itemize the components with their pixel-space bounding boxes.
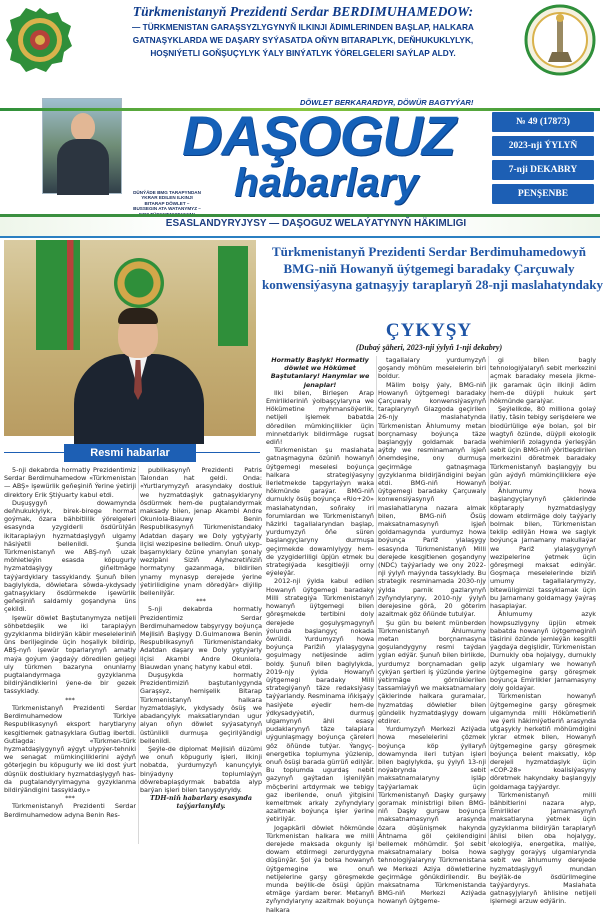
paragraph: Ählumumy howa başlangyçlarynyň çäklerinde köptaraply hyzmatdaşlygy dowam etdirmäge doly taýýarly bolmak bilen, Türkmenistan teklip edilýän Howa we saglyk boýunça Jarnamany makullaýar we Pariž ylalaşygynyň wezipelerine ýetmek üçin göreşmegi maksat edinýär. Goşmaça meselelerinde biziň umumy tagallalarymyzy, bitewüligimizi tassyklamak üçin bu Jarnamany goldamagy ýaýraş hasaplaýar. <box>490 487 596 611</box>
slogan-line: — TÜRKMENISTAN GARAŞSYZLYGYNYŇ ILKINJI ÄDIMLERINDEN BAŞLAP, HALKARA <box>132 22 474 32</box>
column-divider <box>138 466 139 844</box>
flag <box>218 246 248 346</box>
president-portrait <box>4 240 256 436</box>
paragraph: Türkmenistanyň Prezidenti Serdar Berdimuhamedow Türkiye Respublikasynyň eksport harytlaryny kesgitlemek gatnaşyklara Gutlag ibertdi. Gutlagda: «Türkmen-türk hyzmatdaşlygynyň aýgyt ulypýer-tehniki we senagat mümkinçiliklerini aýdyň göterjegin bu köpugurly we iki dost ýurt düşnük dostluklary hyzmatdaşlygyň has-da pugtalandyrylmagyna gyzyklanma bildirýändigini tassyklady.» <box>4 703 136 794</box>
paragraph: Yurdumyzyň Merkezi Aziýada howa meselelerini çözmek boýunça köp ýyllaryň dowamynda ileri tutýan işleri bilen baglylykda, şu ýylyň 13-nji noýabrynda sebit maksatnamalaryny işläp taýýarlamak üçin Türkmenistanyň Daşky gurşawy goramak ministrligi bilen BMG-niň Daşky gurşaw boýunça maksatnamasynyň arasynda özara düşünişmek hakynda Ähtnama göl çekilendigini bellemek möhümdir. Şol sebit maksatnamalary bolsa howa tehnologiýalaryny Türkmenistana we Merkezi Aziýa döwletlerine geçirmäge gönükdirilendir. Bu maksatnama Türkmenistanda BMG-niň Merkezi Aziýada howanyň üýtgeme- <box>378 725 486 906</box>
national-emblem-icon <box>6 6 74 74</box>
neutrality-monument-icon <box>524 4 596 76</box>
masthead <box>0 0 600 96</box>
paragraph: Duşuşykda hormatly Prezidentimiziň baştutanlygynda Garaşsyz, hemişelik Bitarap Türkmenistanyň halkara hyzmatdaşlyk, ykdysady ösüş we abadançylyk maksatlaryndan ugur alyan oňyn döwlet syýasatynyň üstünlikli durmuşa geçirilýändigi bellenildi. <box>140 671 262 745</box>
speech-column-3 <box>490 356 596 906</box>
paragraph: 5-nji dekabrda hormatly Prezidentimiz Serdar Berdimuhamedow tabşyrygy boýunça Mejlisiň Başlygy D.Gulmanowa Benin Respublikasynyň Türkmenistandaky Adatdan daşary we Doly ygtyýarly ilçisi Akambi Andre Okunlola-Biauwdan ynanç hatyny kabul etdi. <box>140 605 262 671</box>
section-separator: *** <box>65 695 75 704</box>
paragraph: Türkmenistanyň milli bähbitlerini nazara alyp, Emirlikler Jarnamasynyň maksatlaryna ýetmek üçin gyzyklanma bildirýän taraplaryň ählisi bilen oba hojalygy, ekologiýa, energetika, maliýe, saglygy goraýyş ulgamlarynda sebit we ählumumy derejede hyzmatdaşlygyň mundan beýläk-de ösdürilmegine taýýardyrys. Maslahata gatnaşyjylaryň ählisine netijeli işlemegi arzuw edýärin. <box>490 790 596 906</box>
section-separator: *** <box>65 794 75 803</box>
column-divider <box>376 356 377 844</box>
paragraph: 5-nji dekabrda hormatly Prezidentimiz Serdar Berdimuhamedow «Türkmenistan — ABŞ» işewürlik geňeşiniň Ýerine ýetiriji direktory Erik Ştiýuarty kabul etdi. <box>4 466 136 499</box>
paragraph: Ählumumy azyk howpsuzlygyny üpjün etmek babatda howanyň üýtgemeginiň täsirini özünde jemleýän kesgitli ýagdaýa degişlidir, Türkmenistan Durnukly oba hojalygy, durnukly azyk ulgamlary we howanyň üýtgemegine garşy göreşmek boýunça Emirlikler Jarnamasyny doly goldaýar. <box>490 610 596 693</box>
newspaper-logo-title: DAŞOGUZ <box>182 104 455 167</box>
paragraph: Ilki bilen, Birleşen Arap Emirlikleriniň ýolbaşçylaryna we Hökümetine myhmansöýerlik, netijeli işlemek babatda döredilen mümkinçilikler üçin minnetdarlyk bildirmäge rugsat ediň! <box>266 388 374 447</box>
president-quote-title: Türkmenistanyň Prezidenti Serdar BERDIMUHAMEDOW: <box>132 4 474 19</box>
section-label: Resmi habarlar <box>64 444 196 462</box>
issue-number: № 49 (17873) <box>492 112 594 132</box>
newspaper-logo-subtitle: habarlary <box>234 161 419 205</box>
paragraph: Duşuşygyň dowamynda deňhukuklylyk, birek-birege hormat goýmak, özara bähbitlilik ýörelgeleri esasynda yzygiderli ösdürülýän ikitaraplaýyn hyzmatdaşlygyň ulgamy häsiýetli bellenildi. Şunda Türkmenistanyň we ABŞ-nyň uzak möhletleýin esasda köpugurly hyzmatdaşlygy giňeltmäge taýýardyklary tassyklandy. Şunuň bilen baglylykda, döwletara söwda-ykdysady gatnaşyklary ösdürmekde işewürlik geňeşiniň saldamly goşandyna üns çekildi. <box>4 498 136 614</box>
issue-year: 2023-nji ÝYLYŇ <box>492 136 594 156</box>
column-divider <box>488 356 489 844</box>
slogan-line: HOŞNIÝETLI GOŇŞUÇYLYK ÝALY BINÝATLYK ÝÖRELGELERI SAÝLAP ALDY. <box>150 48 456 58</box>
issue-info <box>492 112 594 212</box>
issue-weekday: PENŞENBE <box>492 184 594 204</box>
section-separator: *** <box>196 597 206 606</box>
paragraph: Türkmenistan howanyň üýtgemegine garşy göreşmek ulgamynda milli Hökümetleriň we ýerli häkimiýetleriň arasynda utgaşykly herketiň möhümdigini ykrar etmek bilen, Howanyň üýtgemegine garşy göreşmek boýunça belent maksatly, köp derejeli hyzmatdaşlyk üçin «COP-28» koalisiýasyny döretmek hakyndaky başlangyjy goldamaga taýýardyr. <box>490 692 596 791</box>
neutrality-caption: DÜNÝÄDE BMG TARAPYNDAN YKRAR EDILEN ILKINJI BITARAP DÖWLET – BUSSEGIN ATA WATANYMYZ – <box>133 190 201 212</box>
paragraph: publikasynyň Prezidenti Patris Talondan hat geldi. Onda: «Yurtlarymyzyň arasyndaky dostluk we hyzmatdaşlyk gatnaşyklaryny ösdürmek hem-de pugtalandyrmak maksady bilen, jenap Akambi Andre Okunlola-Biauwy Benin Respublikasynyň Türkmenistandaky Adatdan daşary we Doly ygtyýarly ilçisi wezipesine belledim. Onuň ukyp-başarnyklary özüne ynanylan şonaly wezipäni Siziň Alyhezretiňiziň hormatyny gazanmaga, bildirilen ynamy mynasyp derejede ýerine ýetirilidigine ynam döredýär» diýilip bellenilýär. <box>140 466 262 598</box>
paragraph: Şeýlelikde, 80 milliona golaý ilatly, täsin tebigy serişdelere we biodürlülige eýe bolan, şol bir wagtyň özünde, düýpli ekologik wehimleriň zolagynda ýerleşýän sebit üçin BMG-niň ýöritleşdirilen merkezini döretmek baradaky Türkmenistanyň başlangyjy bu gün aýdyň mümkinçiliklere eýe bolýar. <box>490 405 596 488</box>
paragraph: Türkmenistanyň Prezidenti Serdar Berdimuhamedow adyna Benin Res- <box>4 802 136 819</box>
flag <box>36 240 80 350</box>
paragraph: gi bilen bagly tehnologiýalaryň sebit merkezini açmak baradaky mesela jikme-jik garamak üçin ilkinji ädim hem-de düýpli hukuk şert hökmünde garalýar. <box>490 356 596 406</box>
paragraph: Türkmenistan şu maslahata gatnaşmagyna özüniň howanyň üýtgemegi meselesi boýunça halkara strategiýasyny ilerletmekde tapgyrlaýyn waka hökmünde garaýar. BMG-niň durnukly ösüş boýunça «Rio+20» maslahatyndan, soňraky iri forumlardan we Türkmenistanyň häzirki tagallalaryndan başlap, yurdumyzyň öňe süren başlangyçlaryny durmuşa geçirmekde dowamlylygy hem-de yzygiderliligi üpjün etmek bu strategiýada kesgitleýji orny eýeleýär. <box>266 446 374 578</box>
source-note: TDH-niň habarlary esasynda taýýarlanyldy. <box>150 794 252 811</box>
paragraph: Işewür döwlet Baştutanymyza netijeli söhbetdeşlik we iki taraplaýyn gyzyklanma bildirýän käbir meseleleriniň üns beriljeginde üçin hoşallyk bildirip, ABŞ-nyň işewür toparlarynyň amatly maýa goýum ýagdaýy döredilen geljegi uly türkmen bazaryna onunlarny pugtalandyrmaga gyzyklanma bildirýändiklerini ýene-de bir gezek tassyklady. <box>4 613 136 696</box>
speech-column-2 <box>378 356 486 906</box>
motto: DÖWLET BERKARARDYR, DÖWÜR BAGTYÝAR! <box>300 98 474 107</box>
slogan-block <box>86 4 520 59</box>
salutation: Hormatly Başlyk! Hormatly döwlet we Hökümet Baştutanlary! Hanymlar we jenaplar! <box>270 356 370 389</box>
speech-column-1 <box>266 356 374 914</box>
news-column-2 <box>140 466 262 844</box>
paragraph: Şu gün bu belent münberden Türkmenistanyň Ählumumy metan borçnamasyna goşulandygyny resmi taýdan yglan edýär. Şunuň bilen birlikde, yurdumyz borçnamadan gelip çykýan şertleri iş ýüzünde ýerine ýetirmäge görnüklerilen tassamlaýyň we maksatnamalary çäklerinde halkara guramalar, hyzmatdaş döwletler bilen gündelik hyzmatdaşlygy dowam etdirer. <box>378 618 486 725</box>
article-headline: Türkmenistanyň Prezidenti Serdar Berdimuhamedowyň BMG-niň Howanyň üýtgemegi baradaky Çarçuwaly konwensiýasyna gatnaşyjy taraplaryň 28-nji maslahatyndaky <box>262 244 603 292</box>
founder-line: ESASLANDYRYJYSY — DAŞOGUZ WELAÝATYNYŇ HÄKIMLIGI <box>165 218 467 229</box>
paragraph: 2012-nji ýylda kabul edilen Howanyň üýtgemegi baradaky Milli strategiýa Türkmenistanyň howanyň üýtgemegi bilen göreşmekde tertibini doly derejede goşulyşmagynyň ýolunda başlangyç nokada öwrüldi. Yurdumyzyň howa boýunça Parižiň ylalaşygyna goşulmagy netijesinde adim boldy. Şunuň bilen baglylykda, 2019-njy ýylda Howanyň üýtgemegi baradaky Milli strategiýanyň täze redaksiýasy taýýarlandy. Resminama iňkişaýy hasiýete eýedir hem-de ýdkysadyýetiň, durmuş ulgamynyň ähli esasy pudaklarynyň täze talaplara uýgunlaşmagy boýunça çäreleri göz öňünde tutýar. Ýangyç-energetika toplumyna ýüzlenip, onuň ösüşi barada gürrüň edilýär. Bu toplumda ugurdaş nebit gazynyň gaýtadan işlenilýän möçberini artdyrmak we tebigy gaz iberilende, onuň ýitgisini kemeltmek arkaly zyňyndylary azaltmak boýunça işler ýerine ýetirilýär. <box>266 577 374 824</box>
paragraph: tagallalary yurdumyzyň goşandy möhüm meselelerin biri boldur. <box>378 356 486 381</box>
paragraph: Jogapkärli döwlet hökmünde Türkmenistan halkara we milli derejede maksada okgunly işi dowam etdirmegi zerurdygyna düşünýär. Şol ýa bolsa howanyň üýtgemegine we onuň netijelerine garşy göreşmekde munda beýlik-de ösüşi üpjün etmäge ýardam berer. Metanyň zyňyndylaryny azaltmak boýunça halkara <box>266 823 374 914</box>
paragraph: Mälim bolşy ýaly, BMG-niň Howanyň üýtgemegi baradaky Çarçuwaly konwensiýasynyň taraplarynyň Glazgoda geçirilen 26-njy maslahatynda Türkmenistan Ählumumy metan borçnamasy boýunça täze başlangyjy goldamak barada aýtdy we resminamanyň işjeň önemdeşine, ony durmuşa geçirmäge gatnaşmaga gyzyklanma bildirjändigini beýan etdi. BMG-niň Howanyň üýtgemegi baradaky Çarçuwaly konwensiýasynyň maslahatlaryna nazara almak bilen, BMG-niň Ösüş maksatnamasynyň işjeň goldamagynda yurdumyz howa boýunça Pariž ylalaşygy esasynda Türkmenistanyň Milli derejede kesgitlenen goşandyny (NDC) taýýarlady we ony 2022-nji ýylyň maýynda tassyklady. Bu strategik resminamada 2030-njy ýylda parnik gazlarynyň zyňyndylaryny, 2010-njy ýylyň derejesine görä, 20 göterim azaltmak göz öňünde tutulýar. <box>378 380 486 619</box>
wall-emblem <box>114 258 164 308</box>
slogan-line: GATNAŞYKLARDA WE DAŞARY SYÝASATDA OŇYN BITARAPLYK, DEŇHUKUKLYLYK, <box>132 35 474 45</box>
news-column-1 <box>4 466 136 844</box>
leader-photo <box>42 98 122 194</box>
article-kicker: ÇYKYŞY <box>385 320 473 341</box>
paragraph: Şeýle-de diplomat Mejlisiň düzümi we onuň köpugurly işleri, ilkinji nobatda, ýurdumyzyň kanunçylyk binýadyny toplumlaýyn döwrebaplaşdyrmak babatda alyp barýan işleri bilen tanyşdyryldy. <box>140 744 262 794</box>
issue-date: 7-nji DEKABRY <box>492 160 594 180</box>
article-dateline: (Dubaý şäheri, 2023-nji ýylyň 1-nji dekabry) <box>355 343 503 352</box>
